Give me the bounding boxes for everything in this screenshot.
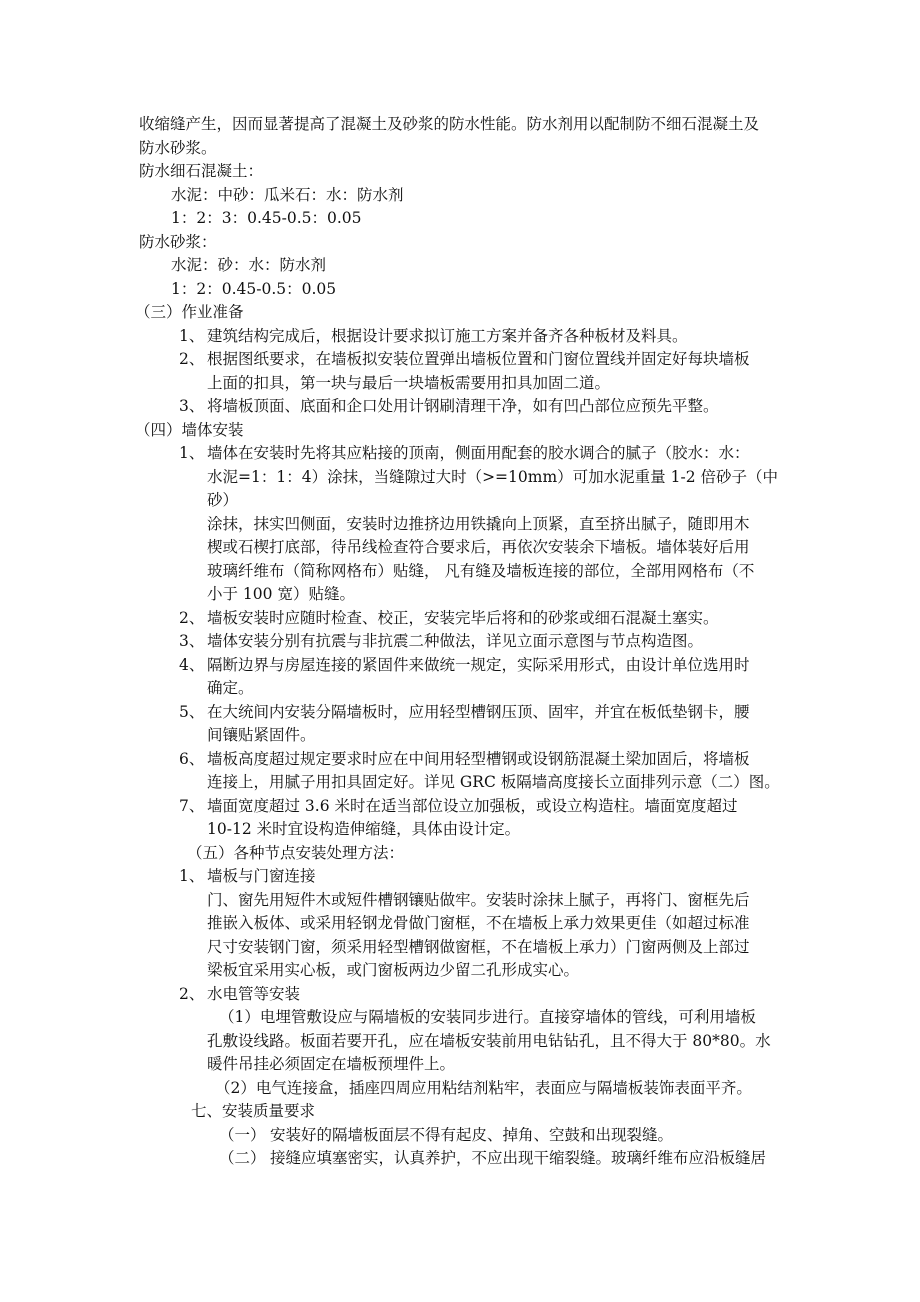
item-text: 小于 100 宽）贴缝。 (207, 585, 355, 603)
mortar-ratio-header: 水泥：砂：水：防水剂 (171, 256, 327, 274)
item-text: 间镶贴紧固件。 (207, 726, 316, 744)
item-text: 墙体在安装时先将其应粘接的顶南，侧面用配套的胶水调合的腻子（胶水：水： (207, 444, 750, 462)
item-number: 2、 (179, 984, 205, 1003)
item-title: 水电管等安装 (207, 984, 301, 1003)
list-item (139, 630, 799, 654)
item-text: （2）电气连接盒，插座四周应用粘结剂粘牢，表面应与隔墙板装饰表面平齐。 (215, 1078, 752, 1097)
item-number: （一） (219, 1125, 266, 1144)
section-heading: （五）各种节点安装处理方法： (187, 843, 405, 862)
list-item (139, 795, 799, 842)
item-number: 1、 (179, 867, 205, 885)
item-text: 安装好的隔墙板面层不得有起皮、掉角、空鼓和出现裂缝。 (270, 1125, 674, 1144)
mortar-title: 防水砂浆： (139, 232, 217, 251)
list-item (139, 325, 799, 349)
item-text: 上面的扣具，第一块与最后一块墙板需要用扣具加固二道。 (207, 373, 611, 392)
item-text: 墙板高度超过规定要求时应在中间用轻型槽钢或设钢筋混凝土梁加固后，将墙板 (207, 749, 750, 768)
item-text: 暖件吊挂必须固定在墙板预埋件上。 (207, 1055, 456, 1073)
mortar-ratio-values: 1：2：0.45-0.5：0.05 (171, 279, 337, 298)
item-text: 10-12 米时宜设构造伸缩缝，具体由设计定。 (207, 820, 521, 838)
list-item (139, 442, 799, 607)
list-item (139, 748, 799, 795)
item-number: 5、 (179, 702, 205, 721)
list-item (139, 701, 799, 748)
item-number: 4、 (179, 655, 205, 674)
item-number: 6、 (179, 749, 205, 768)
item-text: 涂抹，抹实凹侧面，安装时边推挤边用铁撬向上顶紧，直至挤出腻子，随即用木 (207, 514, 750, 533)
item-text: 门、窗先用短件木或短件槽钢镶贴做牢。安装时涂抹上腻子，再将门、窗框先后 (207, 890, 750, 909)
item-text: 墙体安装分别有抗震与非抗震二种做法，详见立面示意图与节点构造图。 (207, 632, 704, 650)
item-number: 1、 (179, 444, 205, 462)
item-text: 隔断边界与房屋连接的紧固件来做统一规定，实际采用形式，由设计单位选用时 (207, 655, 750, 674)
item-title: 墙板与门窗连接 (207, 867, 316, 885)
list-item (139, 607, 799, 631)
section-heading: 七、安装质量要求 (191, 1102, 316, 1120)
document-body (135, 113, 799, 1171)
item-text: 推嵌入板体、或采用轻钢龙骨做门窗框，不在墙板上承力效果更佳（如超过标准 (207, 914, 750, 932)
section-heading: （四）墙体安装 (135, 420, 244, 439)
list-item (139, 395, 799, 419)
concrete-ratio-values: 1：2：3：0.45-0.5：0.05 (171, 209, 362, 227)
item-number: （二） (219, 1149, 266, 1167)
item-text: 建筑结构完成后，根据设计要求拟订施工方案并备齐各种板材及料具。 (207, 326, 688, 345)
item-number: 3、 (179, 632, 205, 650)
item-text: 水泥=1：1：4）涂抹，当缝隙过大时（>=10mm）可加水泥重量 1-2 倍砂子（中砂） (207, 467, 778, 509)
item-number: 2、 (179, 608, 205, 627)
list-item (139, 348, 799, 395)
concrete-title: 防水细石混凝土： (139, 162, 264, 180)
item-number: 7、 (179, 796, 205, 815)
list-item (139, 1124, 799, 1148)
item-text: 尺寸安装钢门窗，须采用轻型槽钢做窗框，不在墙板上承力）门窗两侧及上部过 (207, 937, 750, 956)
item-number: 3、 (179, 397, 205, 415)
item-number: 1、 (179, 326, 205, 345)
item-text: 墙板安装时应随时检查、校正，安装完毕后将和的砂浆或细石混凝土塞实。 (207, 608, 719, 627)
item-number: 2、 (179, 350, 205, 368)
item-text: 根据图纸要求，在墙板拟安装位置弹出墙板位置和门窗位置线并固定好每块墙板 (207, 350, 750, 368)
item-text: 玻璃纤维布（简称网格布）贴缝， 凡有缝及墙板连接的部位，全部用网格布（不 (207, 561, 755, 580)
item-text: 孔敷设线路。板面若要开孔，应在墙板安装前用电钻钻孔，且不得大于 80*80。水 (207, 1031, 771, 1050)
item-text: 接缝应填塞密实，认真养护，不应出现干缩裂缝。玻璃纤维布应沿板缝居 (270, 1149, 767, 1167)
section-heading: （三）作业准备 (135, 303, 244, 321)
item-text: 楔或石楔打底部，待吊线检查符合要求后，再依次安装余下墙板。墙体装好后用 (207, 538, 750, 556)
intro-line: 防水砂浆。 (139, 138, 217, 157)
list-item (139, 1147, 799, 1171)
intro-line: 收缩缝产生，因而显著提高了混凝土及砂浆的防水性能。防水剂用以配制防不细石混凝土及 (139, 115, 760, 133)
list-item (139, 865, 799, 889)
concrete-ratio-header: 水泥：中砂：瓜米石：水：防水剂 (171, 185, 404, 204)
item-text: 连接上，用腻子用扣具固定好。详见 GRC 板隔墙高度接长立面排列示意（二）图。 (207, 773, 780, 791)
item-text: 将墙板顶面、底面和企口处用计钢刷清理干净，如有凹凸部位应预先平整。 (207, 397, 719, 415)
list-item (139, 654, 799, 701)
list-item (139, 983, 799, 1007)
item-text: （1）电埋管敷设应与隔墙板的安装同步进行。直接穿墙体的管线，可利用墙板 (219, 1008, 756, 1026)
item-text: 梁板宜采用实心板，或门窗板两边少留二孔形成实心。 (207, 961, 580, 979)
item-text: 在大统间内安装分隔墙板时，应用轻型槽钢压顶、固牢，并宜在板低垫钢卡，腰 (207, 702, 750, 721)
item-text: 墙面宽度超过 3.6 米时在适当部位设立加强板，或设立构造柱。墙面宽度超过 (207, 796, 738, 815)
item-text: 确定。 (207, 679, 254, 697)
